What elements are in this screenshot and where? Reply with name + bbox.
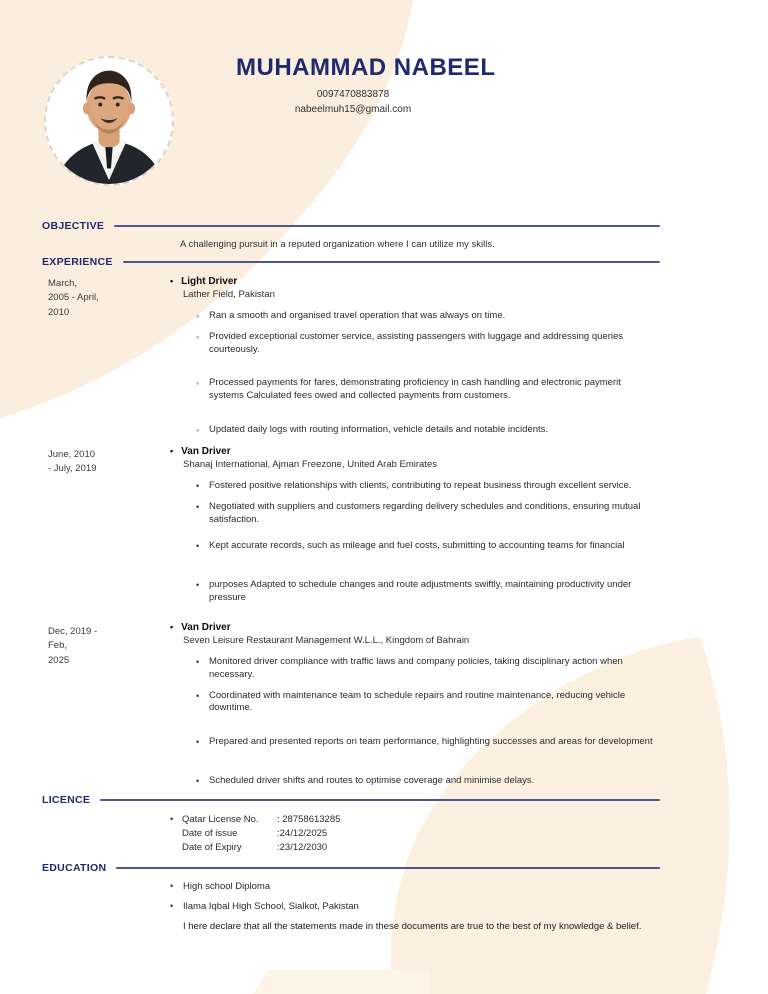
bullet-icon: • bbox=[196, 501, 200, 512]
job1-block bbox=[170, 276, 662, 437]
bullet-icon: • bbox=[196, 657, 200, 667]
job2-title: • Van Driver bbox=[170, 446, 231, 457]
job3-bullet-4: • Scheduled driver shifts and routes to optimise coverage and minimise delays. bbox=[196, 775, 535, 787]
job2-bullet-2: • Negotiated with suppliers and customers regarding delivery schedules and conditions, ensuring mutual satisfaction. bbox=[196, 500, 641, 525]
job1-bullet-4: ◦ Updated daily logs with routing information, vehicle details and notable incidents. bbox=[196, 424, 549, 436]
job2-bullet-4: • purposes Adapted to schedule changes and route adjustments swiftly, maintaining productivity under pressure bbox=[196, 579, 632, 604]
job1-bullet-1: ◦ Ran a smooth and organised travel operation that was always on time. bbox=[196, 310, 506, 321]
licence-row: • Qatar License No. : 28758613285 bbox=[170, 814, 341, 825]
bullet-icon: ◦ bbox=[196, 425, 200, 436]
job1-bullet-2: ◦ Provided exceptional customer service, assisting passengers with luggage and addressing queries courteously. bbox=[196, 330, 624, 355]
education-section-header bbox=[42, 862, 660, 874]
job3-company: Seven Leisure Restaurant Management W.L.L., Kingdom of Bahrain bbox=[183, 635, 470, 646]
phone-number: 0097470883878 bbox=[316, 89, 390, 100]
portrait-illustration bbox=[46, 58, 172, 184]
job3-title: • Van Driver bbox=[170, 622, 231, 633]
job3-bullet-2: • Coordinated with maintenance team to schedule repairs and routine maintenance, reducing vehicle downtime. bbox=[196, 689, 626, 714]
candidate-name: MUHAMMAD NABEEL bbox=[236, 54, 496, 81]
bullet-icon: • bbox=[170, 814, 174, 824]
licence-rows bbox=[170, 813, 340, 854]
job2-company: Shanaj International, Ajman Freezone, United Arab Emirates bbox=[183, 459, 438, 470]
job3-bullet-3: • Prepared and presented reports on team performance, highlighting successes and areas for development bbox=[196, 736, 653, 748]
experience-section-header bbox=[42, 256, 660, 268]
bullet-icon: • bbox=[196, 580, 200, 591]
email-address: nabeelmuh15@gmail.com bbox=[294, 103, 412, 115]
bullet-icon: ◦ bbox=[196, 378, 200, 389]
bullet-icon: • bbox=[170, 881, 174, 891]
job1-company: Lather Field, Pakistan bbox=[183, 289, 275, 300]
bullet-icon: • bbox=[170, 622, 174, 632]
job3-dates: Dec, 2019 - Feb, 2025 bbox=[48, 626, 98, 666]
job2-dates: June, 2010 - July, 2019 bbox=[48, 449, 97, 475]
job3-block bbox=[170, 622, 662, 788]
licence-row: Date of Expiry :23/12/2030 bbox=[182, 841, 328, 853]
job1-bullet-3: ◦ Processed payments for fares, demonstrating proficiency in cash handling and electronic paymerit systems Calculated fees owed and collected payments from customers. bbox=[196, 377, 621, 402]
licence-title: LICENCE bbox=[42, 794, 91, 806]
objective-text: A challenging pursuit in a reputed organization where I can utilize my skills. bbox=[180, 239, 495, 250]
job2-bullets bbox=[196, 480, 662, 605]
bullet-icon: • bbox=[170, 276, 174, 286]
profile-photo bbox=[44, 56, 174, 186]
job2-bullet-1: • Fostered positive relationships with clients, contributing to repeat business through excellent service. bbox=[196, 480, 632, 491]
experience-title: EXPERIENCE bbox=[42, 256, 113, 268]
job2-block bbox=[170, 446, 662, 605]
licence-rule bbox=[100, 799, 660, 801]
bullet-icon: ◦ bbox=[196, 311, 200, 321]
education-items bbox=[170, 881, 359, 921]
bullet-icon: • bbox=[170, 901, 174, 911]
bullet-icon: ◦ bbox=[196, 331, 200, 342]
bullet-icon: • bbox=[170, 446, 174, 456]
bullet-icon: • bbox=[196, 690, 200, 701]
declaration-text: I here declare that all the statements made in these documents are true to the best of my knowledge & belief. bbox=[183, 921, 642, 932]
job1-title: • Light Driver bbox=[170, 276, 238, 287]
job1-bullets bbox=[196, 310, 662, 437]
job3-bullets bbox=[196, 656, 662, 788]
education-title: EDUCATION bbox=[42, 862, 107, 874]
contact-block bbox=[237, 88, 469, 117]
licence-row: Date of issue :24/12/2025 bbox=[182, 827, 328, 839]
bullet-icon: • bbox=[196, 481, 200, 491]
bullet-icon: • bbox=[196, 776, 200, 787]
objective-section-header bbox=[42, 220, 660, 232]
experience-rule bbox=[123, 261, 660, 263]
education-item: • High school Diploma bbox=[170, 881, 271, 892]
education-item: • Ilama Iqbal High School, Sialkot, Pakistan bbox=[170, 901, 359, 912]
objective-title: OBJECTIVE bbox=[42, 220, 105, 232]
job3-bullet-1: • Monitored driver compliance with traffic laws and company policies, taking disciplinary action when necessary. bbox=[196, 656, 623, 680]
bullet-icon: • bbox=[196, 737, 200, 748]
job2-bullet-3: • Kept accurate records, such as mileage and fuel costs, submitting to accounting teams for financial bbox=[196, 540, 625, 552]
bullet-icon: • bbox=[196, 541, 200, 552]
education-rule bbox=[116, 867, 660, 869]
job1-dates: March, 2005 - April, 2010 bbox=[48, 278, 99, 318]
objective-rule bbox=[114, 225, 660, 227]
licence-section-header bbox=[42, 794, 660, 806]
